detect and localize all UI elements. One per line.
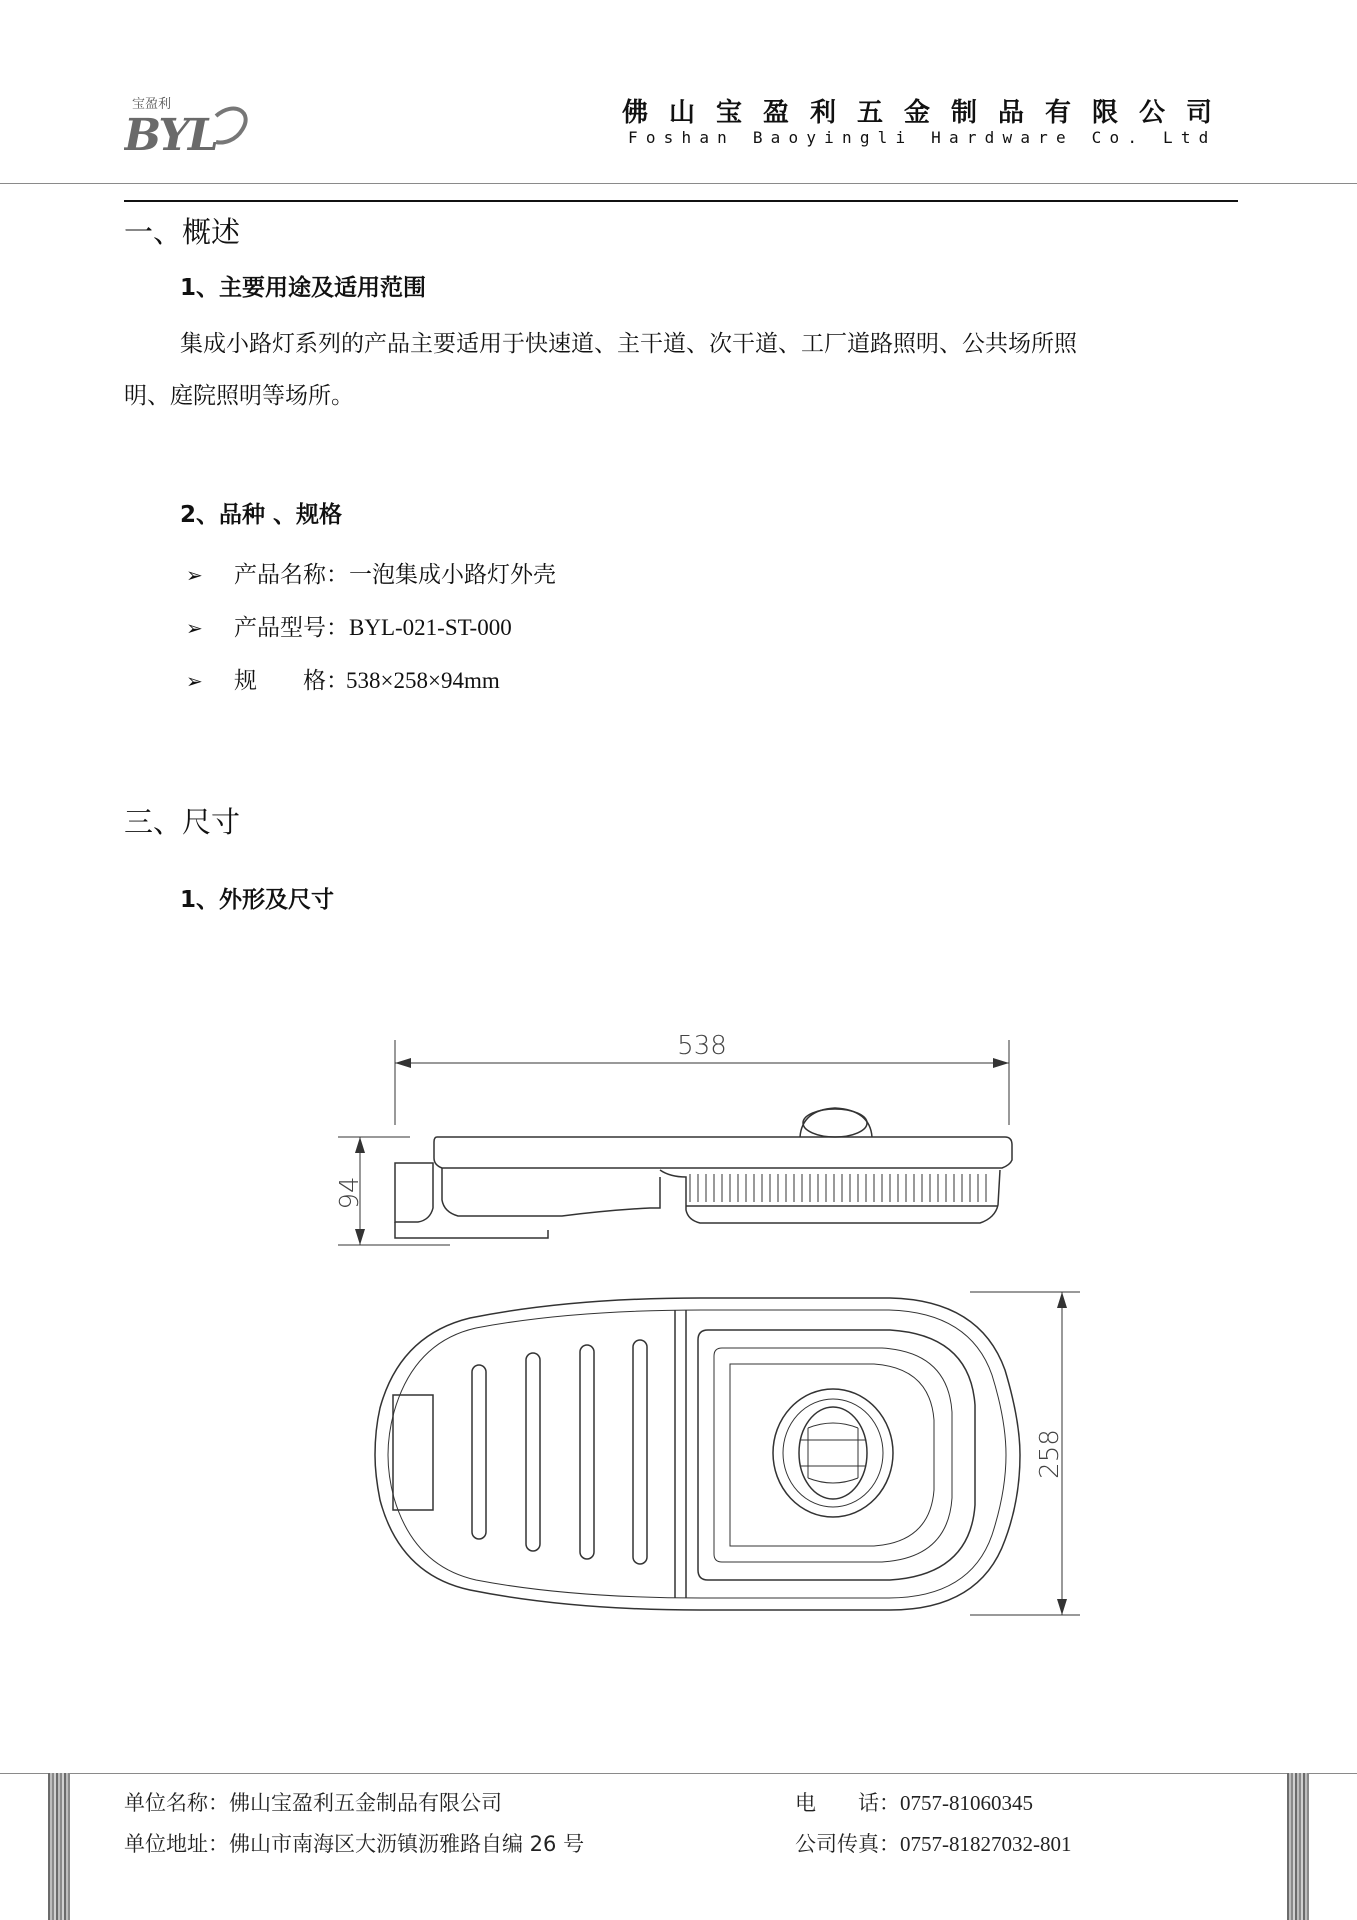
- spec-value: 一泡集成小路灯外壳: [349, 562, 556, 588]
- footer-fax: [795, 1828, 1072, 1858]
- spec-item-size: [186, 662, 500, 695]
- company-logo: [124, 94, 264, 160]
- usage-paragraph-line1: 集成小路灯系列的产品主要适用于快速道、主干道、次干道、工厂道路照明、公共场所照: [180, 331, 1077, 357]
- header-rule-thin: [0, 183, 1357, 184]
- section-heading-dimensions: 三、尺寸: [124, 805, 241, 839]
- spec-label: 规 格：: [234, 668, 349, 694]
- header-rule-thick: [124, 200, 1238, 202]
- logo-mark-text: BYL: [124, 110, 217, 156]
- bullet-arrow-icon: ➢: [186, 669, 203, 693]
- footer-addr-value: 佛山市南海区大沥镇沥雅路自编 26 号: [229, 1832, 585, 1856]
- footer-decor-right: [1287, 1773, 1309, 1920]
- footer-decor-left: [48, 1773, 70, 1920]
- usage-paragraph-line2: 明、庭院照明等场所。: [124, 383, 354, 409]
- dim-width-label: 258: [1035, 1429, 1065, 1479]
- footer-fax-label: 公司传真：: [795, 1832, 900, 1856]
- bullet-arrow-icon: ➢: [186, 563, 203, 587]
- footer-rule: [0, 1773, 1357, 1774]
- spec-item-name: [186, 556, 556, 589]
- bullet-arrow-icon: ➢: [186, 616, 203, 640]
- logo-cn-text: 宝盈利: [132, 97, 172, 112]
- footer-address: [124, 1828, 584, 1858]
- lamp-housing-drawing: [330, 1030, 1090, 1704]
- spec-label: 产品名称：: [234, 562, 349, 588]
- footer-fax-value: 0757-81827032-801: [900, 1832, 1072, 1856]
- company-name-en: Foshan Baoyingli Hardware Co. Ltd: [628, 128, 1217, 147]
- spec-label: 产品型号：: [234, 615, 349, 641]
- footer-telephone: [795, 1787, 1033, 1817]
- footer-tel-label: 电 话：: [795, 1791, 900, 1815]
- subheading-specs: 2、品种 、规格: [180, 502, 343, 528]
- section-heading-overview: 一、概述: [124, 215, 241, 249]
- spec-item-model: [186, 609, 512, 642]
- footer-name-value: 佛山宝盈利五金制品有限公司: [229, 1791, 502, 1815]
- subheading-outline: 1、外形及尺寸: [180, 887, 335, 913]
- footer-company-name: [124, 1787, 502, 1817]
- company-name-cn: 佛山宝盈利五金制品有限公司: [622, 98, 1234, 128]
- dim-height-label: 94: [335, 1176, 365, 1210]
- footer-addr-label: 单位地址：: [124, 1832, 229, 1856]
- subheading-usage: 1、主要用途及适用范围: [180, 275, 427, 301]
- footer-tel-value: 0757-81060345: [900, 1791, 1033, 1815]
- dim-length-label: 538: [677, 1031, 727, 1061]
- spec-value: BYL-021-ST-000: [349, 615, 512, 640]
- spec-value: 538×258×94mm: [346, 668, 500, 693]
- footer-name-label: 单位名称：: [124, 1791, 229, 1815]
